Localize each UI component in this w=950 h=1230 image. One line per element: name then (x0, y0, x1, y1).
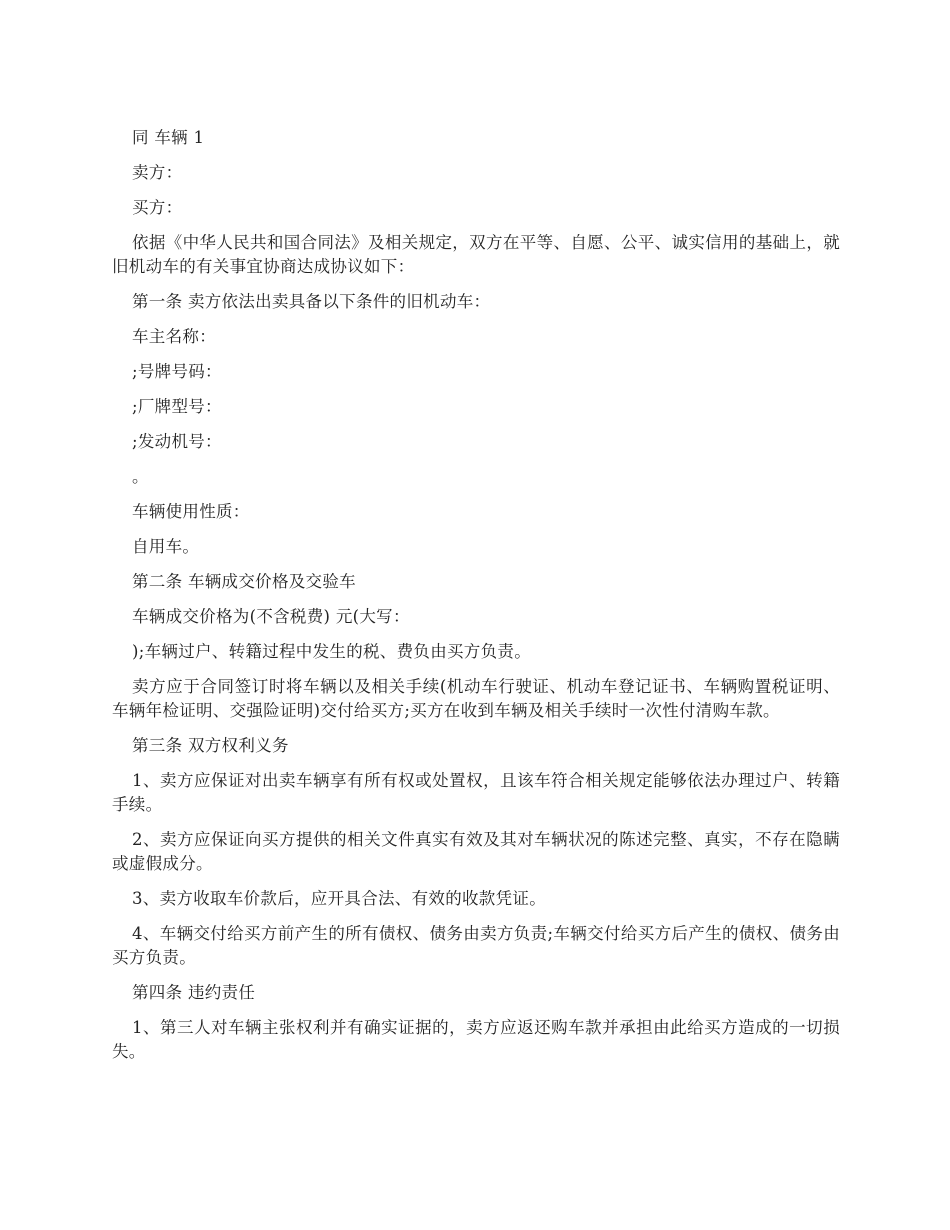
obligation-4: 4、车辆交付给买方前产生的所有债权、债务由卖方负责;车辆交付给买方后产生的债权、债务由买方负责。 (112, 924, 840, 967)
engine-number-line: ;发动机号： (132, 432, 222, 451)
article-3-heading: 第三条 双方权利义务 (132, 736, 289, 755)
period-line: 。 (132, 467, 149, 486)
tax-fee-line: );车辆过户、转籍过程中发生的税、费负由买方负责。 (132, 642, 531, 661)
obligation-1: 1、卖方应保证对出卖车辆享有所有权或处置权，且该车符合相关规定能够依法办理过户、转籍手续。 (112, 771, 840, 814)
document-body (112, 126, 840, 1075)
buyer-line: 买方： (132, 198, 183, 217)
preamble-paragraph: 依据《中华人民共和国合同法》及相关规定，双方在平等、自愿、公平、诚实信用的基础上，就旧机动车的有关事宜协商达成协议如下： (112, 233, 840, 276)
seller-line: 卖方： (132, 163, 183, 182)
article-1-heading: 第一条 卖方依法出卖具备以下条件的旧机动车： (132, 292, 491, 311)
liability-1: 1、第三人对车辆主张权利并有确实证据的，卖方应返还购车款并承担由此给买方造成的一切损失。 (112, 1018, 840, 1061)
plate-number-line: ;号牌号码： (132, 362, 222, 381)
price-line: 车辆成交价格为(不含税费) 元(大写： (132, 607, 410, 626)
model-line: ;厂牌型号： (132, 397, 222, 416)
obligation-2: 2、卖方应保证向买方提供的相关文件真实有效及其对车辆状况的陈述完整、真实，不存在隐瞒或虚假成分。 (112, 830, 840, 873)
private-car-line: 自用车。 (132, 537, 200, 556)
article-4-heading: 第四条 违约责任 (132, 983, 256, 1002)
usage-nature-line: 车辆使用性质： (132, 502, 250, 521)
document-title: 同 车辆 1 (132, 128, 205, 147)
obligation-3: 3、卖方收取车价款后，应开具合法、有效的收款凭证。 (132, 889, 546, 908)
owner-name-line: 车主名称： (132, 327, 216, 346)
delivery-paragraph: 卖方应于合同签订时将车辆以及相关手续(机动车行驶证、机动车登记证书、车辆购置税证明、车辆年检证明、交强险证明)交付给买方;买方在收到车辆及相关手续时一次性付清购车款。 (112, 677, 840, 720)
article-2-heading: 第二条 车辆成交价格及交验车 (132, 572, 356, 591)
